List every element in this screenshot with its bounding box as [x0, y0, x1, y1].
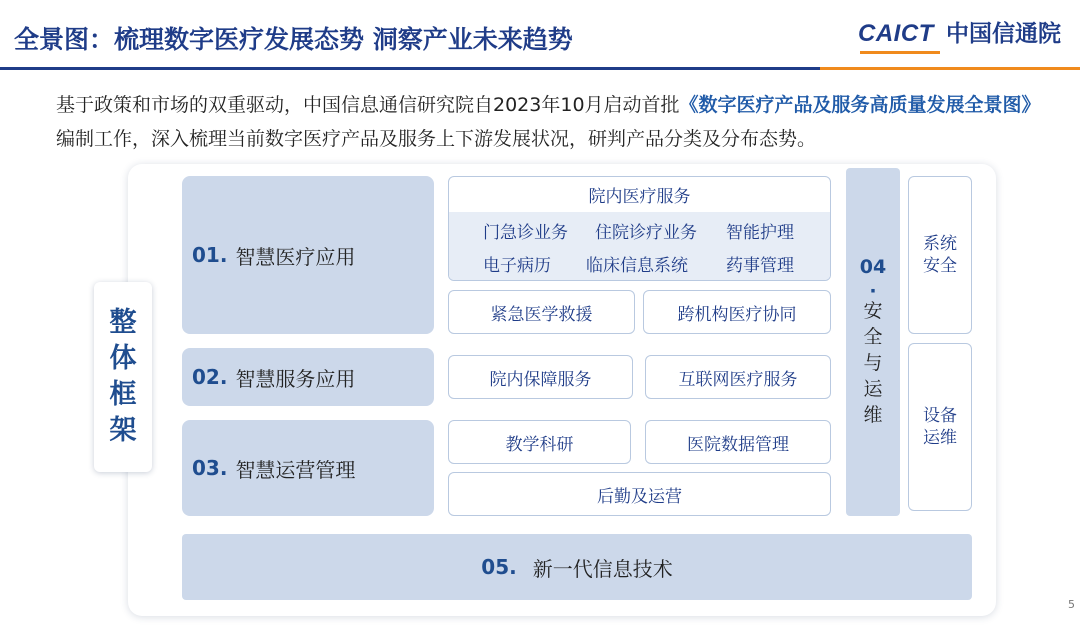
- page-title: 全景图：梳理数字医疗发展态势 洞察产业未来趋势: [14, 25, 573, 54]
- bottom-number: 05.: [481, 555, 517, 579]
- intro-text-2: 编制工作，深入梳理当前数字医疗产品及服务上下游发展状况，研判产品分类及分布态势。: [56, 128, 817, 150]
- security-char: 全: [863, 326, 883, 348]
- frame-label-char: 框: [109, 379, 137, 410]
- item-hospital-support: 院内保障服务: [448, 355, 633, 399]
- next-gen-it-bar: [182, 534, 972, 600]
- security-char: 运: [863, 378, 883, 400]
- group-item: 门急诊业务: [483, 223, 568, 243]
- category-number: 03.: [192, 456, 228, 480]
- item-hospital-data-mgmt: 医院数据管理: [645, 420, 831, 464]
- item-teaching-research: 教学科研: [448, 420, 631, 464]
- group-items: [449, 212, 830, 280]
- header-divider-orange: [820, 67, 1080, 70]
- hospital-medical-services-group: [448, 176, 831, 281]
- item-emergency-rescue: 紧急医学救援: [448, 290, 635, 334]
- group-item: 临床信息系统: [586, 256, 688, 276]
- group-item: 智能护理: [726, 223, 794, 243]
- intro-text-1: 基于政策和市场的双重驱动，中国信息通信研究院自2023年10月启动首批: [56, 94, 680, 116]
- item-system-security: 系统安全: [908, 176, 972, 334]
- category-label: 智慧医疗应用: [235, 244, 356, 269]
- security-and-operations: [846, 168, 900, 516]
- frame-label-char: 整: [109, 307, 137, 338]
- caict-logo: [858, 16, 1074, 52]
- logo-text-cn: 中国信通院: [946, 21, 1061, 47]
- frame-label-char: 体: [109, 343, 137, 374]
- logo-text-en: CAICT: [858, 20, 934, 47]
- intro-highlight: 《数字医疗产品及服务高质量发展全景图》: [679, 94, 1041, 116]
- group-item: 药事管理: [726, 256, 794, 276]
- security-number: 04: [859, 256, 887, 278]
- overall-framework-label: [94, 282, 152, 472]
- item-internet-medical: 互联网医疗服务: [645, 355, 831, 399]
- logo-underline: [860, 51, 940, 54]
- category-label: 智慧服务应用: [235, 366, 356, 391]
- category-smart-medical: [182, 176, 434, 334]
- category-number: 02.: [192, 365, 228, 389]
- item-cross-institution-collab: 跨机构医疗协同: [643, 290, 831, 334]
- group-title: 院内医疗服务: [588, 186, 691, 207]
- category-number: 01.: [192, 243, 228, 267]
- frame-label-char: 架: [109, 415, 137, 446]
- bottom-label: 新一代信息技术: [532, 556, 673, 581]
- security-dot: ·: [869, 280, 877, 302]
- security-char: 与: [863, 352, 883, 374]
- category-smart-service: [182, 348, 434, 406]
- security-char: 维: [863, 404, 883, 426]
- header-divider-blue: [0, 67, 820, 70]
- group-item: 电子病历: [483, 256, 551, 276]
- security-char: 安: [863, 300, 883, 322]
- category-label: 智慧运营管理: [235, 457, 356, 482]
- intro-paragraph: [56, 88, 1056, 156]
- item-equipment-maintenance: 设备运维: [908, 343, 972, 511]
- page-number: 5: [1068, 598, 1075, 611]
- category-smart-operation: [182, 420, 434, 516]
- item-logistics-operations: 后勤及运营: [448, 472, 831, 516]
- group-item: 住院诊疗业务: [595, 223, 697, 243]
